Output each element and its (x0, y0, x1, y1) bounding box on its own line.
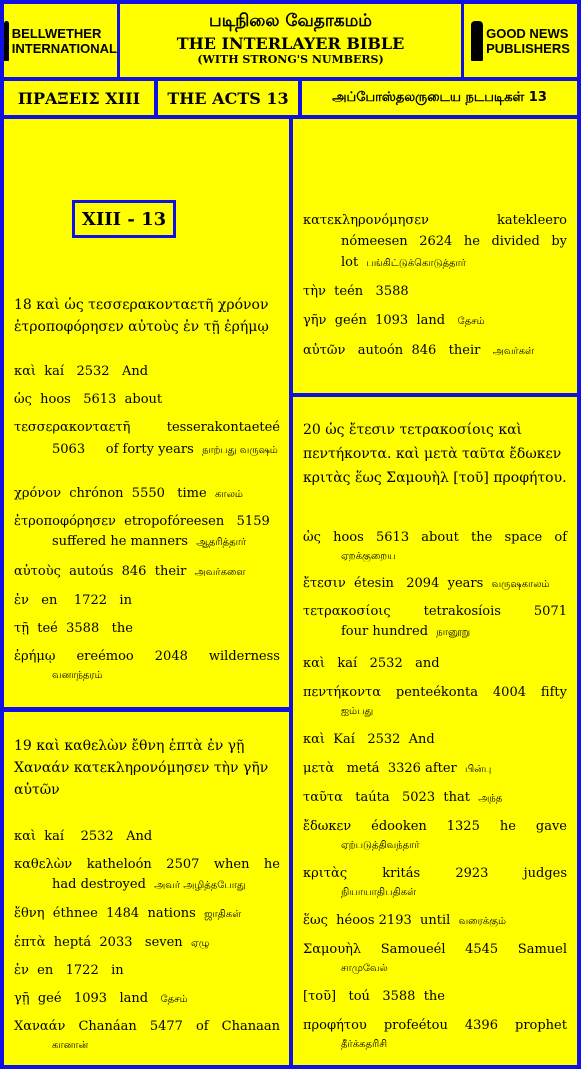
word-entry: ταῦτα taúta 5023 that அந்த (303, 790, 503, 805)
book-english: THE ACTS 13 (158, 81, 298, 115)
word-entry: καθελὼν katheloón 2507 when he had destroyed அவர் அழித்தபோது (14, 857, 280, 892)
word-entry: ἐτροποφόρησεν etropofóreesen 5159 suffered he manners ஆதரித்தார் (14, 514, 270, 549)
word-entry: κατεκληρονόμησεν katekleero nómeesen 2624 he divided by lot பங்கிட்டுக்கொடுத்தார் (303, 213, 567, 270)
page-subtitle: (WITH STRONG'S NUMBERS) (197, 53, 384, 66)
title-block (120, 4, 461, 77)
word-entry: προφήτου profeétou 4396 prophet தீர்க்கதரிசி (303, 1018, 567, 1050)
word-entry: καὶ Kaí 2532 And (303, 732, 435, 747)
word-entry: ὡς hoos 5613 about the space of ஏறக்குறைய (303, 530, 568, 562)
word-entry: ἔθνη éthnee 1484 nations ஜாதிகள் (14, 906, 242, 921)
word-entry: ἕως héoos 2193 until வரைக்கும் (303, 913, 507, 928)
word-entry: ἐν en 1722 in (14, 963, 124, 978)
figure-icon (471, 21, 483, 61)
word-entry: ἔτεσιν étesin 2094 years வருஷகாலம் (303, 576, 550, 591)
word-entry: ἑπτὰ heptá 2033 seven ஏழு (14, 935, 210, 950)
page-title: THE INTERLAYER BIBLE (176, 34, 405, 53)
word-entry: ὡς hoos 5613 about (14, 392, 163, 407)
word-entry: τεσσερακονταετῆ tesserakontaeteé 5063 of forty years நாற்பது வருஷம் (14, 420, 280, 457)
good-news-logo (464, 4, 577, 77)
logo-line-1: GOOD NEWS (486, 25, 569, 41)
word-entry: γῆν geén 1093 land தேசம் (303, 313, 485, 328)
logo-line-2: INTERNATIONAL (11, 40, 117, 56)
word-entry: ἐν en 1722 in (14, 593, 132, 608)
word-entry: ἔδωκεν édooken 1325 he gave ஏற்படுத்திவந்தார் (303, 819, 567, 851)
word-entry: αὐτῶν autoón 846 their அவர்கள் (303, 343, 535, 358)
book-tamil: அப்போஸ்தலருடைய நடபடிகள் 13 (302, 81, 577, 115)
word-entry: Χαναάν Chanáan 5477 of Chanaan கானான் (14, 1019, 280, 1051)
word-entry: χρόνον chrónon 5550 time காலம் (14, 486, 243, 501)
verse-18-text: 18 καὶ ὡς τεσσερακονταετῆ χρόνον ἐτροποφόρησεν αὐτοὺς ἐν τῇ ἐρήμῳ (14, 297, 269, 335)
chapter-label: XIII - 13 (72, 200, 176, 238)
verse-19-text: 19 καὶ καθελὼν ἔθνη ἑπτὰ ἐν γῇ Χαναάν κατεκληρονόμησεν τὴν γῆν αὐτῶν (14, 738, 269, 798)
book-greek: ΠΡΑΞΕΙΣ XIII (4, 81, 154, 115)
word-entry: [τοῦ] toú 3588 the (303, 989, 445, 1004)
bellwether-logo (4, 4, 117, 77)
logo-line-1: BELLWETHER (11, 25, 102, 41)
verse-20-text: 20 ὡς ἔτεσιν τετρακοσίοις καὶ πεντήκοντα. καὶ μετὰ ταῦτα ἔδωκεν κριτὰς ἕως Σαμουὴλ [τοῦ] προφήτου. (303, 422, 567, 486)
word-entry: πεντήκοντα penteékonta 4004 fifty ஐம்பது (303, 685, 567, 717)
word-entry: καὶ kaí 2532 And (14, 364, 149, 379)
word-entry: κριτὰς kritás 2923 judges நியாயாதிபதிகள் (303, 866, 568, 898)
word-entry: καὶ kaí 2532 And (14, 829, 153, 844)
word-entry: γῇ geé 1093 land தேசம் (14, 991, 188, 1006)
word-entry: αὐτοὺς autoús 846 their அவர்களை (14, 564, 246, 579)
tamil-title: படிநிலை வேதாகமம் (209, 11, 372, 31)
shepherd-figure-icon (4, 21, 9, 61)
word-entry: καὶ kaí 2532 and (303, 656, 440, 671)
word-entry: τετρακοσίοις tetrakosíois 5071 four hundred நானூறு (303, 604, 567, 639)
word-entry: Σαμουὴλ Samoueél 4545 Samuel சாமுவேல் (303, 942, 568, 974)
word-entry: ἐρήμῳ ereémoo 2048 wilderness வனாந்தரம் (14, 649, 280, 681)
word-entry: μετὰ metá 3326 after பின்பு (303, 761, 492, 776)
logo-line-2: PUBLISHERS (486, 40, 570, 56)
word-entry: τῇ teé 3588 the (14, 621, 133, 636)
word-entry: τὴν teén 3588 (303, 284, 409, 299)
